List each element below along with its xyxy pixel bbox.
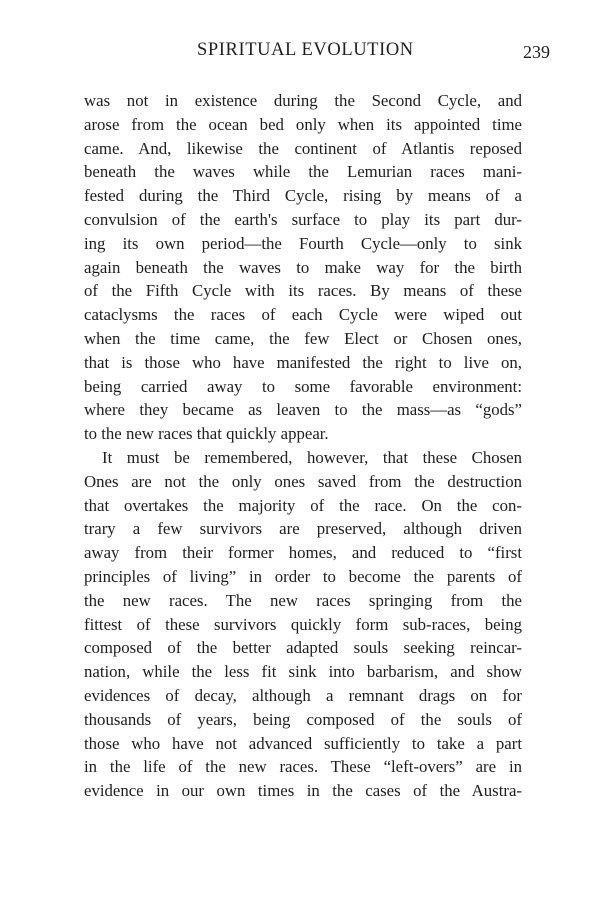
- text-line: evidences of decay, although a remnant drags on for: [84, 685, 522, 705]
- text-line: principles of living” in order to become the parents of: [84, 566, 522, 586]
- text-line: the new races. The new races springing from the: [84, 590, 522, 610]
- text-line: arose from the ocean bed only when its appointed time: [84, 114, 522, 134]
- text-line: of the Fifth Cycle with its races. By means of these: [84, 281, 522, 301]
- text-line: cataclysms the races of each Cycle were wiped out: [84, 305, 522, 325]
- text-line: away from their former homes, and reduced to “first: [84, 543, 522, 563]
- text-line: thousands of years, being composed of the souls of: [84, 709, 522, 729]
- text-line: when the time came, the few Elect or Chosen ones,: [84, 328, 522, 348]
- text-line: that is those who have manifested the right to live on,: [84, 352, 522, 372]
- page-header: [84, 40, 550, 64]
- body-text: [84, 89, 522, 803]
- text-line: came. And, likewise the continent of Atlantis reposed: [84, 138, 522, 158]
- text-line: fested during the Third Cycle, rising by means of a: [84, 186, 522, 206]
- text-line: beneath the waves while the Lemurian races mani-: [84, 162, 522, 182]
- text-line: Ones are not the only ones saved from the destruction: [84, 471, 522, 491]
- text-line: evidence in our own times in the cases of the Austra-: [84, 781, 522, 801]
- text-line: where they became as leaven to the mass—as “gods”: [84, 400, 522, 420]
- text-line: fittest of these survivors quickly form sub-races, being: [84, 614, 522, 634]
- paragraph: [84, 89, 522, 446]
- text-line: nation, while the less fit sink into barbarism, and show: [84, 662, 522, 682]
- text-line: in the life of the new races. These “left-overs” are in: [84, 757, 522, 777]
- text-line: to the new races that quickly appear.: [84, 424, 329, 444]
- text-line: composed of the better adapted souls seeking reincar-: [84, 638, 522, 658]
- text-line: that overtakes the majority of the race. On the con-: [84, 495, 522, 515]
- page-number: 239: [523, 42, 550, 62]
- text-line: again beneath the waves to make way for the birth: [84, 257, 522, 277]
- text-line: ing its own period—the Fourth Cycle—only to sink: [84, 233, 522, 253]
- text-line: was not in existence during the Second Cycle, and: [84, 91, 522, 110]
- text-line: convulsion of the earth's surface to play its part dur-: [84, 209, 522, 229]
- text-line: those who have not advanced sufficiently to take a part: [84, 733, 522, 753]
- text-line: being carried away to some favorable environment:: [84, 376, 522, 396]
- text-line: It must be remembered, however, that these Chosen: [102, 447, 522, 467]
- paragraph: [84, 446, 522, 803]
- text-line: trary a few survivors are preserved, although driven: [84, 519, 522, 539]
- running-title: SPIRITUAL EVOLUTION: [197, 40, 414, 60]
